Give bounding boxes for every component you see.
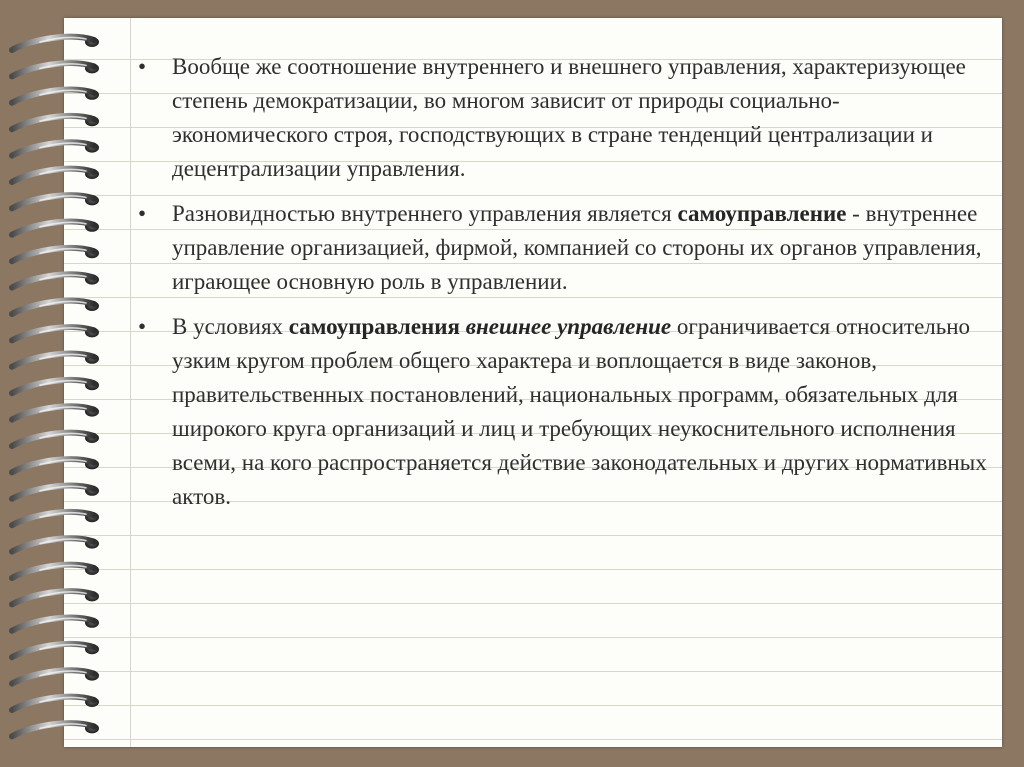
term-external-management: внешнее управление — [459, 314, 672, 339]
spiral-ring-icon — [12, 644, 99, 657]
spiral-ring-icon — [12, 222, 99, 235]
bullet-item — [130, 310, 990, 514]
spiral-ring-icon — [12, 90, 99, 103]
spiral-ring-icon — [12, 538, 99, 551]
bullet-dot: • — [138, 314, 147, 339]
bullet-dot: • — [138, 201, 147, 226]
spiral-ring-icon — [12, 37, 99, 50]
bullet-item — [130, 197, 990, 299]
bullet-dot: • — [138, 54, 147, 79]
spiral-ring-icon — [12, 116, 99, 129]
bullet-item — [130, 50, 990, 186]
slide-content — [130, 50, 990, 525]
spiral-ring-icon — [12, 248, 99, 261]
spiral-binding-icon — [0, 18, 110, 747]
bullet-text: Вообще же соотношение внутреннего и внешнего управления, характеризующее степень демократизации, во многом зависит от природы социально-экономического строя, господствующих в стране тенденций централизации и децентрализации управления. — [172, 54, 966, 181]
bullet-text-post: - внутреннее управление организацией, фирмой, компанией со стороны их органов управления, играющее основную роль в управлении. — [172, 201, 982, 294]
spiral-ring-icon — [12, 591, 99, 604]
spiral-ring-icon — [12, 380, 99, 393]
spiral-ring-icon — [12, 565, 99, 578]
term-self-management: самоуправление — [677, 201, 847, 226]
spiral-ring-icon — [12, 670, 99, 683]
spiral-ring-icon — [12, 697, 99, 710]
spiral-ring-icon — [12, 618, 99, 631]
spiral-ring-icon — [12, 486, 99, 499]
spiral-ring-icon — [12, 433, 99, 446]
term-self-management: самоуправления — [288, 314, 460, 339]
spiral-ring-icon — [12, 274, 99, 287]
spiral-ring-icon — [12, 354, 99, 367]
spiral-ring-icon — [12, 195, 99, 208]
spiral-ring-icon — [12, 406, 99, 419]
spiral-ring-icon — [12, 169, 99, 182]
spiral-ring-icon — [12, 63, 99, 76]
spiral-ring-icon — [12, 459, 99, 472]
bullet-text-pre: В условиях — [172, 314, 289, 339]
spiral-ring-icon — [12, 723, 99, 736]
spiral-ring-icon — [12, 327, 99, 340]
bullet-text-post: ограничивается относительно узким кругом проблем общего характера и воплощается в виде законов, правительственных постановлений, национальных программ, обязательных для широкого круга организаций и лиц и требующих неукоснительного исполнения всеми, на кого распространяется действие законодательных и других нормативных актов. — [172, 314, 987, 509]
bullet-text-pre: Разновидностью внутреннего управления является — [172, 201, 678, 226]
spiral-ring-icon — [12, 142, 99, 155]
spiral-ring-icon — [12, 512, 99, 525]
spiral-ring-icon — [12, 301, 99, 314]
